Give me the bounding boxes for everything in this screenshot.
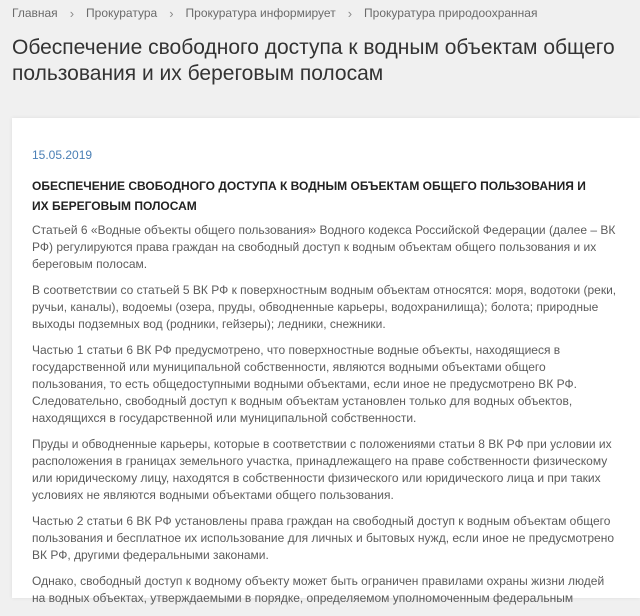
article-paragraph: Однако, свободный доступ к водному объекту может быть ограничен правилами охраны жизни людей на водных объектах, утверждаемыми в порядке, определяемом уполномоченным федеральным [32,574,605,605]
chevron-right-icon: › [69,5,75,21]
breadcrumb-home-link[interactable]: Главная [12,6,58,20]
breadcrumb-informs-link[interactable]: Прокуратура информирует [185,6,336,20]
article-paragraph: Статьей 6 «Водные объекты общего пользования» Водного кодекса Российской Федерации (далее – ВК РФ) регулируются права граждан на свободный доступ к водным объектам общего пользования и их береговым полосам. [32,223,616,271]
breadcrumb-nature-link[interactable]: Прокуратура природоохранная [364,6,538,20]
article-date: 15.05.2019 [32,148,93,162]
article-body [32,222,618,616]
page-title: Обеспечение свободного доступа к водным объектам общего пользования и их береговым полосам [12,36,615,85]
article-paragraph: Пруды и обводненные карьеры, которые в соответствии с положениями статьи 8 ВК РФ при условии их расположения в границах земельного участка, принадлежащего на праве собственности физическому или юридическому лицу, находятся в собственности физического или юридического лица и при таких условиях не являются водными объектами общего пользования. [32,437,612,502]
breadcrumb [12,5,640,21]
article-paragraph: В соответствии со статьей 5 ВК РФ к поверхностным водным объектам относятся: моря, водотоки (реки, ручьи, каналы), водоемы (озера, пруды, обводненные карьеры, водохранилища); болота; природные выходы подземных вод (родники, гейзеры); ледники, снежники. [32,283,617,331]
article-paragraph: Частью 1 статьи 6 ВК РФ предусмотрено, что поверхностные водные объекты, находящиеся в государственной или муниципальной собственности, являются водными объектами общего пользования, то есть общедоступными водными объектами, если иное не предусмотрено ВК РФ. Следовательно, свободный доступ к водным объектам установлен только для водных объектов, находящихся в государственной или муниципальной собственности. [32,343,577,425]
article-paragraph: Частью 2 статьи 6 ВК РФ установлены права граждан на свободный доступ к водным объектам общего пользования и бесплатное их использование для личных и бытовых нужд, если иное не предусмотрено ВК РФ, другими федеральными законами. [32,514,614,562]
breadcrumb-prokuratura-link[interactable]: Прокуратура [86,6,158,20]
chevron-right-icon: › [169,5,174,21]
article-card [12,118,640,605]
article-heading: ОБЕСПЕЧЕНИЕ СВОБОДНОГО ДОСТУПА К ВОДНЫМ ОБЪЕКТАМ ОБЩЕГО ПОЛЬЗОВАНИЯ И ИХ БЕРЕГОВЫМ ПОЛОСАМ [32,179,586,213]
chevron-right-icon: › [347,5,353,21]
